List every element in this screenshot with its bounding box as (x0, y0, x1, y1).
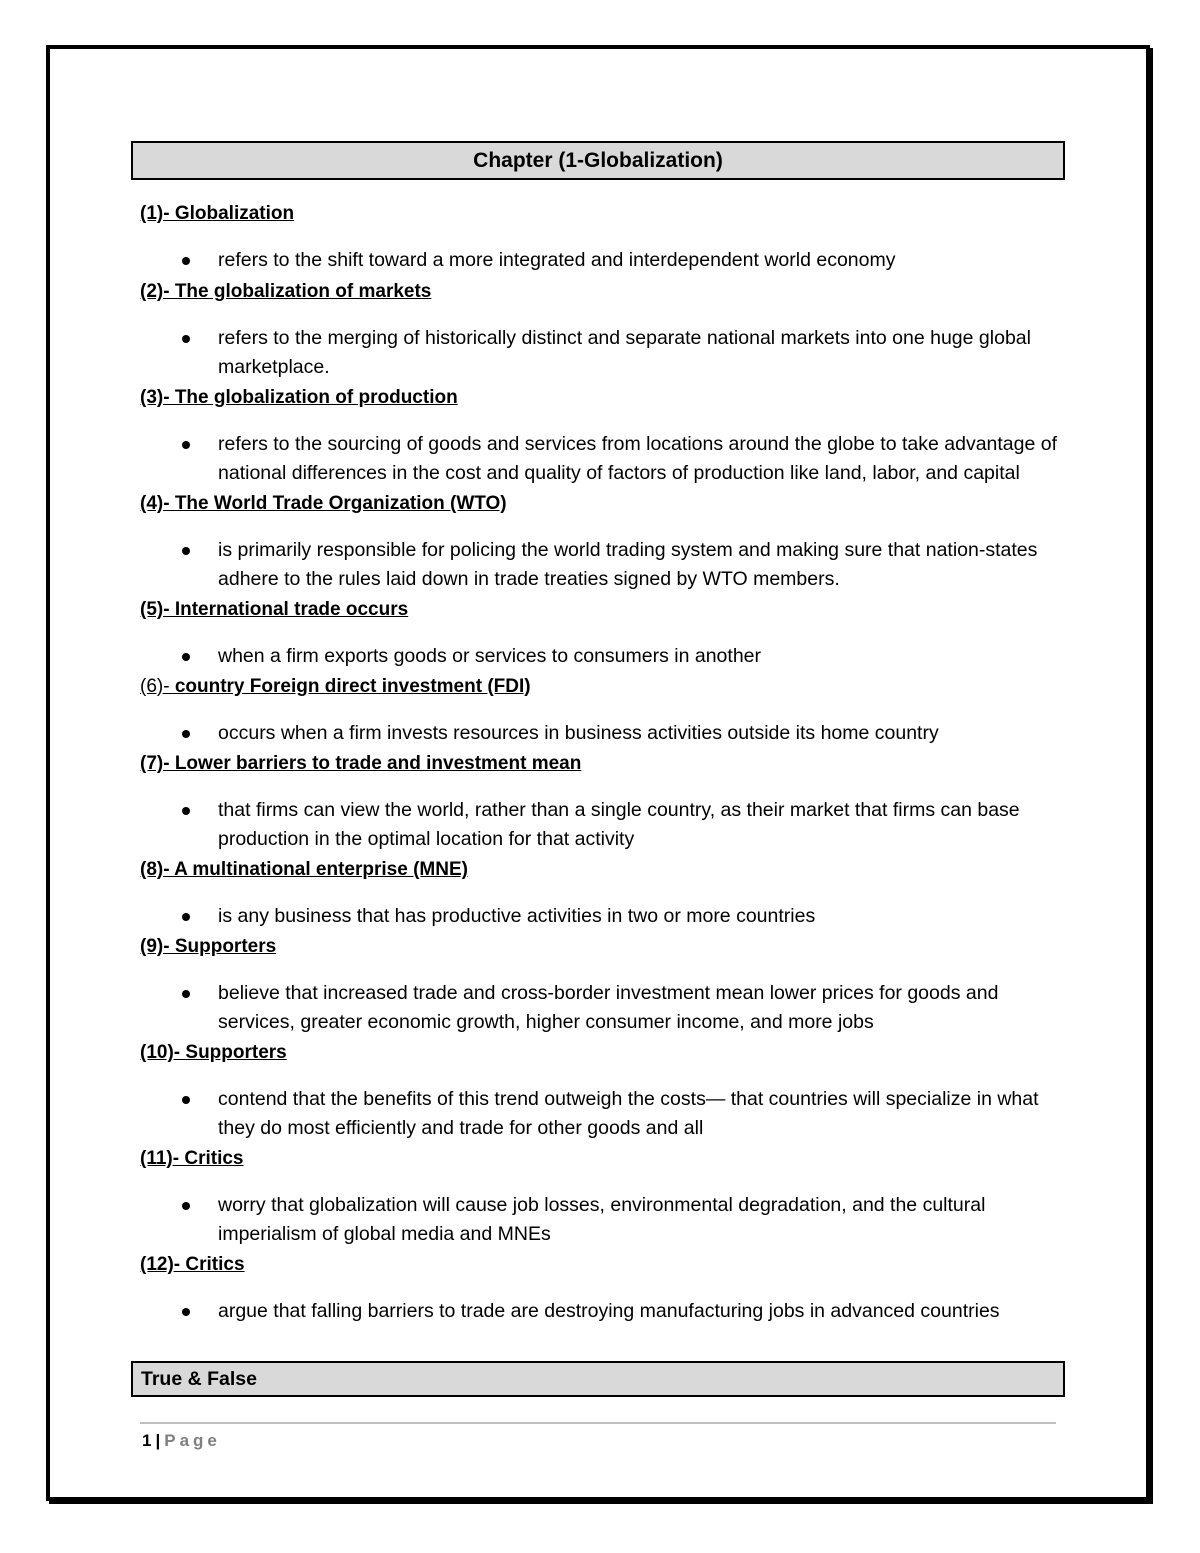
bullet-item (140, 430, 1060, 488)
section-10 (140, 1039, 1060, 1143)
bullet-text: is any business that has productive activities in two or more countries (218, 905, 816, 927)
bullet-item (140, 324, 1060, 382)
bullet-text: occurs when a firm invests resources in business activities outside its home country (218, 722, 939, 744)
section-9 (140, 933, 1060, 1037)
bullet-item (140, 719, 1060, 748)
page-number: 1 (142, 1431, 152, 1450)
bullet-text: worry that globalization will cause job losses, environmental degradation, and the cultural imperialism of global media and MNEs (218, 1194, 986, 1245)
section-2 (140, 278, 1060, 382)
section-12 (140, 1251, 1060, 1326)
page-footer (142, 1430, 221, 1452)
section-heading: (2)- The globalization of markets (140, 281, 432, 302)
section-heading: (10)- Supporters (140, 1042, 287, 1063)
section-4 (140, 490, 1060, 594)
section-7 (140, 750, 1060, 854)
footer-divider (140, 1422, 1056, 1424)
bullet-text: that firms can view the world, rather than a single country, as their market that firms can base production in the optimal location for that activity (218, 799, 1020, 850)
bullet-text: believe that increased trade and cross-border investment mean lower prices for goods and services, greater economic growth, higher consumer income, and more jobs (218, 982, 999, 1033)
bullet-item (140, 1085, 1060, 1143)
bullet-icon (182, 913, 190, 921)
bullet-icon (182, 730, 190, 738)
section-8 (140, 856, 1060, 931)
bullet-text: refers to the shift toward a more integrated and interdependent world economy (218, 249, 896, 271)
section-1 (140, 200, 1060, 275)
footer-separator: | (155, 1431, 161, 1450)
page-label: Page (164, 1431, 221, 1450)
bullet-item (140, 1191, 1060, 1249)
bullet-icon (182, 547, 190, 555)
bullet-text: refers to the sourcing of goods and services from locations around the globe to take advantage of national differences in the cost and quality of factors of production like land, labor, and capital (218, 433, 1058, 484)
section-heading-text: country Foreign direct investment (FDI) (174, 676, 531, 697)
section-11 (140, 1145, 1060, 1249)
section-heading: (11)- Critics (140, 1148, 244, 1169)
bullet-icon (182, 807, 190, 815)
bullet-icon (182, 441, 190, 449)
bullet-icon (182, 990, 190, 998)
section-5 (140, 596, 1060, 671)
bullet-icon (182, 1202, 190, 1210)
section-heading-prefix: (6)- (140, 676, 175, 697)
bullet-item (140, 642, 1060, 671)
section-heading (140, 673, 1060, 701)
bullet-text: when a firm exports goods or services to consumers in another (218, 645, 762, 667)
bullet-item (140, 1297, 1060, 1326)
bullet-icon (182, 1308, 190, 1316)
content (140, 200, 1060, 1326)
section-heading: (5)- International trade occurs (140, 599, 409, 620)
section-heading: (1)- Globalization (140, 203, 295, 224)
bullet-item (140, 902, 1060, 931)
bullet-icon (182, 257, 190, 265)
bullet-icon (182, 653, 190, 661)
section-3 (140, 384, 1060, 488)
section-heading: (4)- The World Trade Organization (WTO) (140, 493, 507, 514)
bullet-item (140, 246, 1060, 275)
bullet-icon (182, 1096, 190, 1104)
bullet-item (140, 796, 1060, 854)
section-heading: (12)- Critics (140, 1254, 245, 1275)
bullet-item (140, 536, 1060, 594)
section-heading: (8)- A multinational enterprise (MNE) (140, 859, 468, 880)
bullet-text: contend that the benefits of this trend outweigh the costs— that countries will specialize in what they do most efficiently and trade for other goods and all (218, 1088, 1039, 1139)
section-heading: (9)- Supporters (140, 936, 277, 957)
bullet-text: argue that falling barriers to trade are destroying manufacturing jobs in advanced countries (218, 1300, 1000, 1322)
bullet-text: is primarily responsible for policing the world trading system and making sure that nation-states adhere to the rules laid down in trade treaties signed by WTO members. (218, 539, 1038, 590)
true-false-heading: True & False (131, 1361, 1065, 1397)
bullet-text: refers to the merging of historically distinct and separate national markets into one huge global marketplace. (218, 327, 1031, 378)
bullet-icon (182, 335, 190, 343)
section-heading: (3)- The globalization of production (140, 387, 458, 408)
bullet-item (140, 979, 1060, 1037)
chapter-title: Chapter (1-Globalization) (131, 141, 1065, 180)
section-heading: (7)- Lower barriers to trade and investment mean (140, 753, 582, 774)
section-6 (140, 673, 1060, 748)
